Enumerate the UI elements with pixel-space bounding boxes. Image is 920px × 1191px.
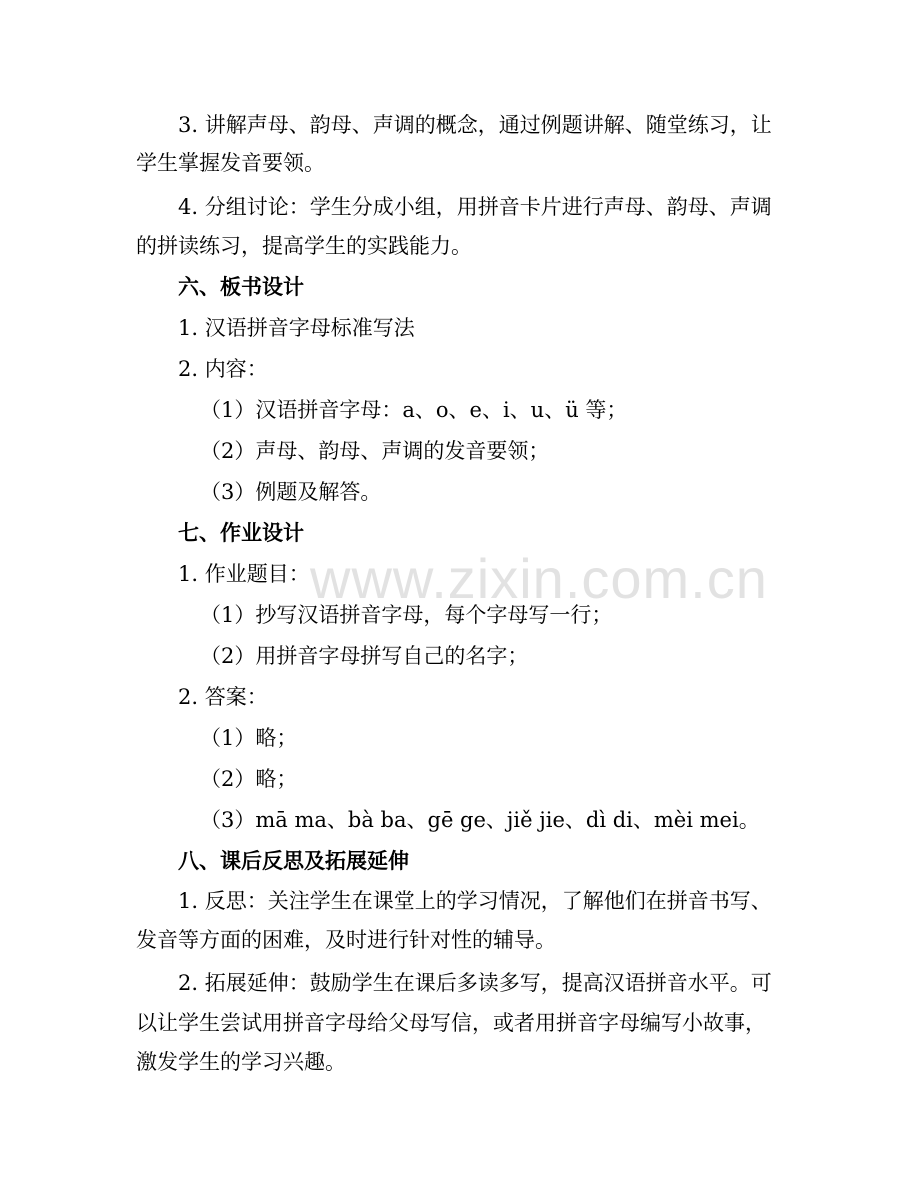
answer-1: （1）略； [200, 726, 298, 750]
item3-line1: 3. 讲解声母、韵母、声调的概念，通过例题讲解、随堂练习，让 [178, 113, 772, 137]
answer-2: （2）略； [200, 767, 298, 791]
item4-line2: 的拼读练习，提高学生的实践能力。 [136, 234, 472, 258]
homework-task-2: （2）用拼音字母拼写自己的名字； [200, 644, 529, 668]
board-item-1: 1. 汉语拼音字母标准写法 [178, 316, 415, 340]
extension-line-2: 以让学生尝试用拼音字母给父母写信，或者用拼音字母编写小故事， [136, 1011, 766, 1035]
section-heading-homework: 七、作业设计 [178, 521, 304, 545]
section-heading-board-design: 六、板书设计 [178, 275, 304, 299]
board-sub-2: （2）声母、韵母、声调的发音要领； [200, 439, 550, 463]
extension-line-3: 激发学生的学习兴趣。 [136, 1050, 346, 1074]
reflection-line-2: 发音等方面的困难，及时进行针对性的辅导。 [136, 928, 556, 952]
homework-task-1: （1）抄写汉语拼音字母，每个字母写一行； [200, 603, 613, 627]
homework-item-1: 1. 作业题目： [178, 562, 310, 586]
watermark: www.zixin.com.cn [310, 547, 768, 610]
extension-line-1: 2. 拓展延伸：鼓励学生在课后多读多写，提高汉语拼音水平。可 [178, 971, 772, 995]
board-sub-1: （1）汉语拼音字母：a、o、e、i、u、ü 等； [200, 398, 628, 422]
board-item-2: 2. 内容： [178, 357, 268, 381]
item4-line1: 4. 分组讨论：学生分成小组，用拼音卡片进行声母、韵母、声调 [178, 195, 772, 219]
section-heading-reflection: 八、课后反思及拓展延伸 [178, 849, 409, 873]
homework-item-2: 2. 答案： [178, 685, 268, 709]
answer-3: （3）mā ma、bà ba、gē ge、jiě jie、dì di、mèi mei。 [200, 808, 760, 832]
board-sub-3: （3）例题及解答。 [200, 480, 382, 504]
item3-line2: 学生掌握发音要领。 [136, 151, 325, 175]
reflection-line-1: 1. 反思：关注学生在课堂上的学习情况，了解他们在拼音书写、 [178, 889, 772, 913]
